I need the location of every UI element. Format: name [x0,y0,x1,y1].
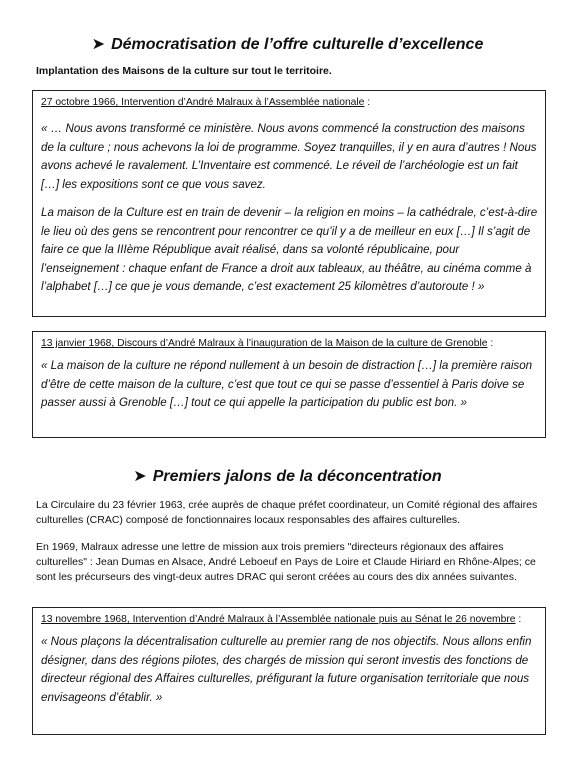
directeurs-paragraph: En 1969, Malraux adresse une lettre de mission aux trois premiers "directeurs régionaux des affaires culturelles" : Jean Dumas en Alsace, André Leboeuf en Pays de Loire et Claude Hiriard en Rhône-Alpes; ce sont les précurseurs des vingt-deux autres DRAC qui seront créées au cours des dix années suivantes. [36,541,536,583]
arrow-bullet-icon: ➤ [133,468,147,485]
quote-date-suffix: : [364,97,371,108]
section-heading-text: Démocratisation de l’offre culturelle d’excellence [111,36,484,53]
quote-paragraph: « La maison de la culture ne répond nullement à un besoin de distraction […] la première raison d’être de cette maison de la culture, c’est que tout ce qui se passe d’essentiel à Paris doive se passer aussi à Grenoble […] tout ce qui appelle la participation du public est bon. » [41,359,533,409]
section-heading-democratisation [0,34,575,54]
quote-paragraph: « Nous plaçons la décentralisation culturelle au premier rang de nos objectifs. Nous allons enfin désigner, dans des régions pilotes, des chargés de mission qui seront investis des fonctions de directeur régional des Affaires culturelles, préfigurant la future organisation territoriale que nous envisageons d’établir. » [41,635,532,704]
quote-date-suffix: : [487,338,494,349]
quote-box-1966 [32,90,546,317]
quote-box-1968-assemblee [32,607,546,735]
quote-date-text: 27 octobre 1966, Intervention d’André Malraux à l’Assemblée nationale [41,97,365,108]
quote-date-text: 13 novembre 1968, Intervention d’André Malraux à l’Assemblée nationale puis au Sénat le 26 novembre [41,614,516,625]
arrow-bullet-icon: ➤ [91,36,106,53]
quote-date-1968-nov [41,612,539,627]
quote-date-1966 [41,95,539,110]
quote-date-text: 13 janvier 1968, Discours d’André Malraux à l’inauguration de la Maison de la culture de Grenoble [41,338,488,349]
quote-paragraph: « … Nous avons transformé ce ministère. Nous avons commencé la construction des maisons de la culture ; nous achevons la loi de programme. Soyez tranquilles, il y en aura d’autres ! Nous avons achevé le ravalement. L’Inventaire est commencé. Le réveil de l’archéologie est un fait […] les expositions sont ce que vous savez. [41,122,537,191]
circulaire-paragraph: La Circulaire du 23 février 1963, crée auprès de chaque préfet coordinateur, un Comité régional des affaires culturelles (CRAC) composé de fonctionnaires locaux responsables des affaires culturelles. [36,499,538,526]
quote-date-suffix: : [515,614,522,625]
quote-paragraph: La maison de la Culture est en train de devenir – la religion en moins – la cathédrale, c’est-à-dire le lieu où des gens se rencontrent pour rencontrer ce qu’il y a de meilleur en eux […] Il s’agit de faire ce que la IIIème République avait réalisé, dans sa volonté républicaine, pour l’enseignement : chaque enfant de France a droit aux tableaux, au théâtre, au cinéma comme à l’alphabet […] ce que je vous demande, c’est exactement 25 kilomètres d’autoroute ! » [41,206,538,293]
section-heading-deconcentration [0,466,575,486]
quote-box-1968-grenoble [32,331,546,438]
intro-paragraph: Implantation des Maisons de la culture sur tout le territoire. [36,65,332,77]
section-heading-text: Premiers jalons de la déconcentration [152,468,442,485]
quote-date-1968 [41,336,539,351]
